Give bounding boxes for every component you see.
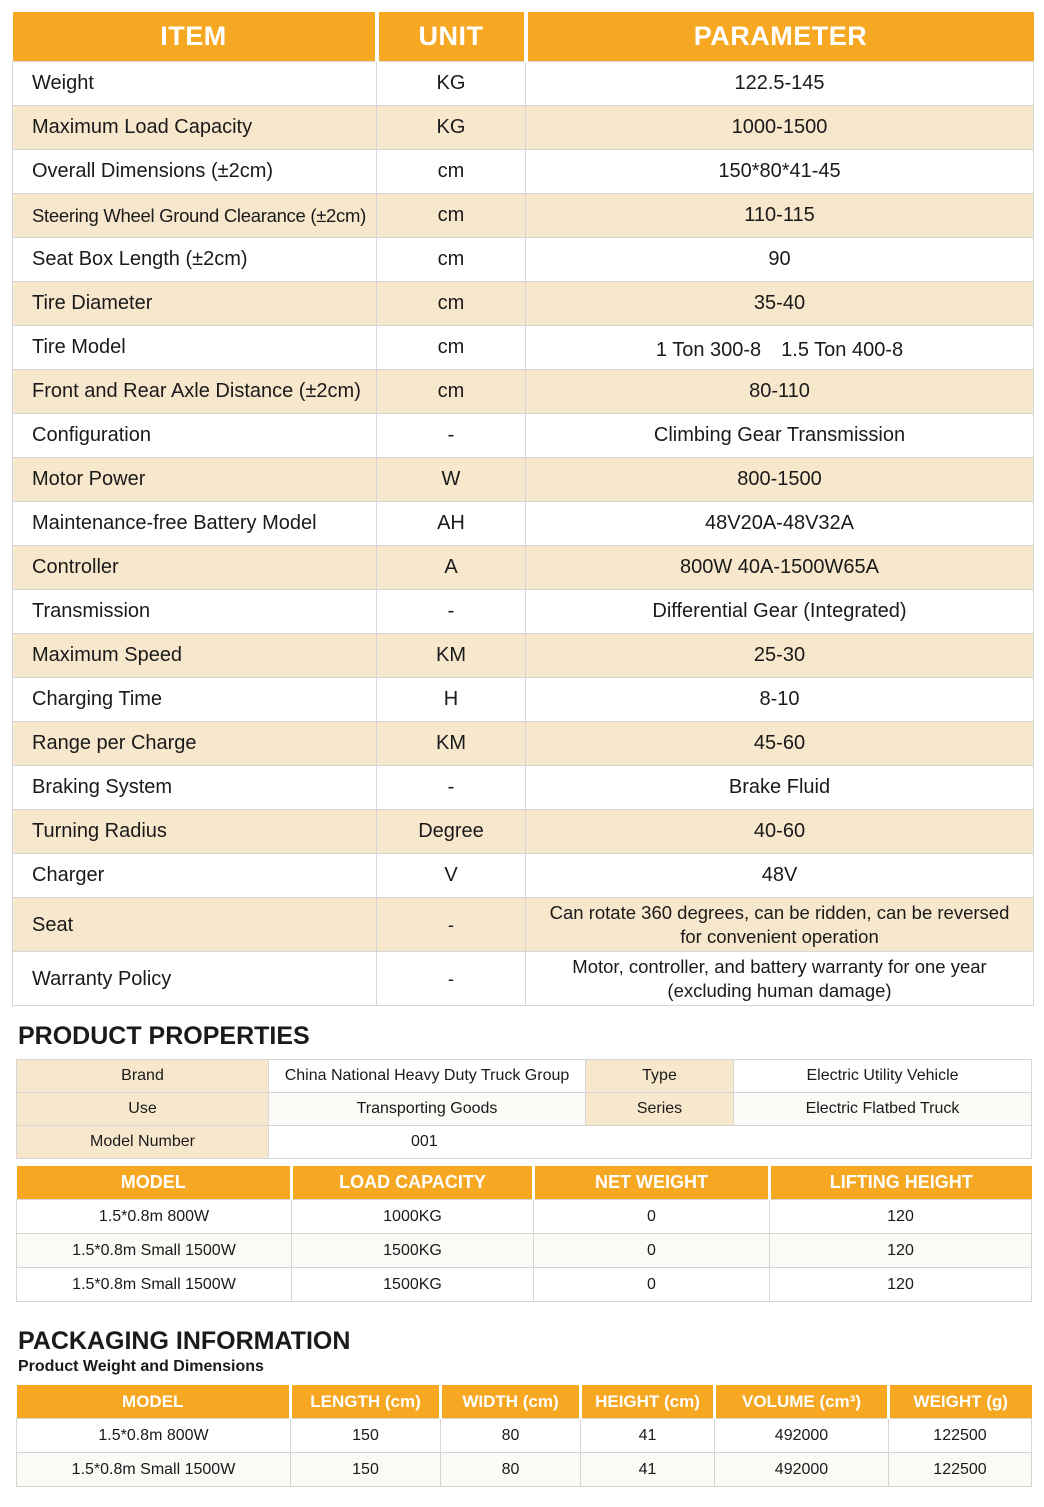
- table-row: [13, 150, 1034, 194]
- spec-unit: W: [377, 458, 526, 502]
- spec-unit: Degree: [377, 810, 526, 854]
- spec-item: Charger: [13, 854, 377, 898]
- table-row: [13, 590, 1034, 634]
- pack-width-cell: 80: [441, 1419, 581, 1453]
- table-row: [13, 634, 1034, 678]
- brand-label: Brand: [17, 1060, 269, 1093]
- pack-model-cell: 1.5*0.8m 800W: [17, 1419, 291, 1453]
- table-row: [13, 810, 1034, 854]
- spec-item: Warranty Policy: [13, 952, 377, 1006]
- models-header-net-weight: NET WEIGHT: [534, 1166, 770, 1200]
- model-number-value: 001: [269, 1126, 1032, 1159]
- spec-param: Motor, controller, and battery warranty for one year (excluding human damage): [526, 952, 1034, 1006]
- spec-param: 800-1500: [526, 458, 1034, 502]
- spec-item: Charging Time: [13, 678, 377, 722]
- spec-unit: cm: [377, 238, 526, 282]
- spec-param: 122.5-145: [526, 62, 1034, 106]
- spec-item: Turning Radius: [13, 810, 377, 854]
- spec-param: 40-60: [526, 810, 1034, 854]
- spec-param: 25-30: [526, 634, 1034, 678]
- spec-header-unit: UNIT: [377, 12, 526, 62]
- model-number-label: Model Number: [17, 1126, 269, 1159]
- spec-item: Braking System: [13, 766, 377, 810]
- spec-table-header: [13, 12, 1034, 62]
- spec-item: Tire Model: [13, 326, 377, 370]
- load-capacity-cell: 1000KG: [292, 1200, 534, 1234]
- packaging-header-row: [17, 1385, 1032, 1419]
- spec-unit: -: [377, 414, 526, 458]
- pack-volume-cell: 492000: [715, 1419, 889, 1453]
- table-row: [13, 722, 1034, 766]
- table-row: [13, 678, 1034, 722]
- spec-item: Seat Box Length (±2cm): [13, 238, 377, 282]
- spec-param: Climbing Gear Transmission: [526, 414, 1034, 458]
- pack-header-width: WIDTH (cm): [441, 1385, 581, 1419]
- spec-unit: V: [377, 854, 526, 898]
- table-row: [13, 502, 1034, 546]
- use-value: Transporting Goods: [269, 1093, 586, 1126]
- models-header-load-capacity: LOAD CAPACITY: [292, 1166, 534, 1200]
- table-row: [13, 766, 1034, 810]
- table-row: [13, 326, 1034, 370]
- brand-value: China National Heavy Duty Truck Group: [269, 1060, 586, 1093]
- spec-param: Can rotate 360 degrees, can be ridden, can be reversed for convenient operation: [526, 898, 1034, 952]
- models-table: [16, 1166, 1032, 1302]
- spec-unit: cm: [377, 150, 526, 194]
- spec-param: Brake Fluid: [526, 766, 1034, 810]
- pack-weight-cell: 122500: [889, 1419, 1032, 1453]
- use-label: Use: [17, 1093, 269, 1126]
- table-row: [17, 1234, 1032, 1268]
- table-row: [13, 62, 1034, 106]
- table-row: [13, 854, 1034, 898]
- lifting-height-cell: 120: [770, 1268, 1032, 1302]
- table-row: [17, 1126, 1032, 1159]
- table-row: [13, 458, 1034, 502]
- spec-unit: cm: [377, 370, 526, 414]
- pack-header-length: LENGTH (cm): [291, 1385, 441, 1419]
- spec-unit: A: [377, 546, 526, 590]
- table-row: [17, 1200, 1032, 1234]
- spec-item: Steering Wheel Ground Clearance (±2cm): [13, 194, 377, 238]
- pack-width-cell: 80: [441, 1453, 581, 1487]
- table-row: [17, 1268, 1032, 1302]
- model-cell: 1.5*0.8m Small 1500W: [17, 1268, 292, 1302]
- spec-param: 48V20A-48V32A: [526, 502, 1034, 546]
- net-weight-cell: 0: [534, 1234, 770, 1268]
- net-weight-cell: 0: [534, 1200, 770, 1234]
- packaging-title: PACKAGING INFORMATION: [18, 1327, 351, 1355]
- model-cell: 1.5*0.8m Small 1500W: [17, 1234, 292, 1268]
- spec-header-parameter: PARAMETER: [526, 12, 1034, 62]
- spec-param: 110-115: [526, 194, 1034, 238]
- pack-weight-cell: 122500: [889, 1453, 1032, 1487]
- table-row: [17, 1419, 1032, 1453]
- spec-item: Transmission: [13, 590, 377, 634]
- spec-param: 150*80*41-45: [526, 150, 1034, 194]
- type-value: Electric Utility Vehicle: [734, 1060, 1032, 1093]
- table-row: [13, 106, 1034, 150]
- product-properties-title: PRODUCT PROPERTIES: [18, 1022, 310, 1050]
- table-row: [17, 1060, 1032, 1093]
- spec-item: Motor Power: [13, 458, 377, 502]
- table-row: [17, 1453, 1032, 1487]
- spec-item: Range per Charge: [13, 722, 377, 766]
- spec-item: Maximum Load Capacity: [13, 106, 377, 150]
- spec-item: Overall Dimensions (±2cm): [13, 150, 377, 194]
- spec-item: Configuration: [13, 414, 377, 458]
- spec-item: Maximum Speed: [13, 634, 377, 678]
- table-row: [13, 282, 1034, 326]
- spec-param: 1000-1500: [526, 106, 1034, 150]
- spec-item: Front and Rear Axle Distance (±2cm): [13, 370, 377, 414]
- spec-param: 800W 40A-1500W65A: [526, 546, 1034, 590]
- pack-header-model: MODEL: [17, 1385, 291, 1419]
- properties-table: [16, 1059, 1032, 1159]
- net-weight-cell: 0: [534, 1268, 770, 1302]
- table-row: [17, 1093, 1032, 1126]
- spec-unit: -: [377, 590, 526, 634]
- spec-param: 80-110: [526, 370, 1034, 414]
- spec-unit: KG: [377, 106, 526, 150]
- spec-item: Controller: [13, 546, 377, 590]
- spec-unit: H: [377, 678, 526, 722]
- table-row: [13, 370, 1034, 414]
- spec-unit: cm: [377, 282, 526, 326]
- table-row: [13, 952, 1034, 1006]
- spec-item: Weight: [13, 62, 377, 106]
- lifting-height-cell: 120: [770, 1234, 1032, 1268]
- table-row: [13, 238, 1034, 282]
- spec-unit: cm: [377, 194, 526, 238]
- spec-unit: -: [377, 952, 526, 1006]
- spec-unit: AH: [377, 502, 526, 546]
- pack-height-cell: 41: [581, 1453, 715, 1487]
- lifting-height-cell: 120: [770, 1200, 1032, 1234]
- pack-header-volume: VOLUME (cm³): [715, 1385, 889, 1419]
- pack-length-cell: 150: [291, 1419, 441, 1453]
- models-header-row: [17, 1166, 1032, 1200]
- spec-unit: -: [377, 898, 526, 952]
- spec-item: Seat: [13, 898, 377, 952]
- pack-height-cell: 41: [581, 1419, 715, 1453]
- spec-param: 1 Ton 300-8 1.5 Ton 400-8: [526, 326, 1034, 370]
- table-row: [13, 546, 1034, 590]
- series-value: Electric Flatbed Truck: [734, 1093, 1032, 1126]
- pack-header-weight: WEIGHT (g): [889, 1385, 1032, 1419]
- spec-param: 48V: [526, 854, 1034, 898]
- pack-volume-cell: 492000: [715, 1453, 889, 1487]
- spec-unit: KM: [377, 634, 526, 678]
- models-header-model: MODEL: [17, 1166, 292, 1200]
- spec-param: 35-40: [526, 282, 1034, 326]
- spec-unit: KM: [377, 722, 526, 766]
- spec-table: [12, 12, 1034, 1006]
- table-row: [13, 194, 1034, 238]
- load-capacity-cell: 1500KG: [292, 1234, 534, 1268]
- load-capacity-cell: 1500KG: [292, 1268, 534, 1302]
- spec-table-body: [13, 62, 1034, 1006]
- models-header-lifting-height: LIFTING HEIGHT: [770, 1166, 1032, 1200]
- spec-param: 45-60: [526, 722, 1034, 766]
- table-row: [13, 414, 1034, 458]
- spec-item: Maintenance-free Battery Model: [13, 502, 377, 546]
- spec-unit: cm: [377, 326, 526, 370]
- model-cell: 1.5*0.8m 800W: [17, 1200, 292, 1234]
- spec-header-item: ITEM: [13, 12, 377, 62]
- pack-model-cell: 1.5*0.8m Small 1500W: [17, 1453, 291, 1487]
- spec-param: 90: [526, 238, 1034, 282]
- spec-item: Tire Diameter: [13, 282, 377, 326]
- spec-unit: KG: [377, 62, 526, 106]
- pack-length-cell: 150: [291, 1453, 441, 1487]
- spec-param: 8-10: [526, 678, 1034, 722]
- series-label: Series: [586, 1093, 734, 1126]
- spec-header-row: [13, 12, 1034, 62]
- type-label: Type: [586, 1060, 734, 1093]
- table-row: [13, 898, 1034, 952]
- spec-unit: -: [377, 766, 526, 810]
- spec-param: Differential Gear (Integrated): [526, 590, 1034, 634]
- packaging-subtitle: Product Weight and Dimensions: [18, 1358, 264, 1375]
- pack-header-height: HEIGHT (cm): [581, 1385, 715, 1419]
- packaging-table: [16, 1385, 1032, 1487]
